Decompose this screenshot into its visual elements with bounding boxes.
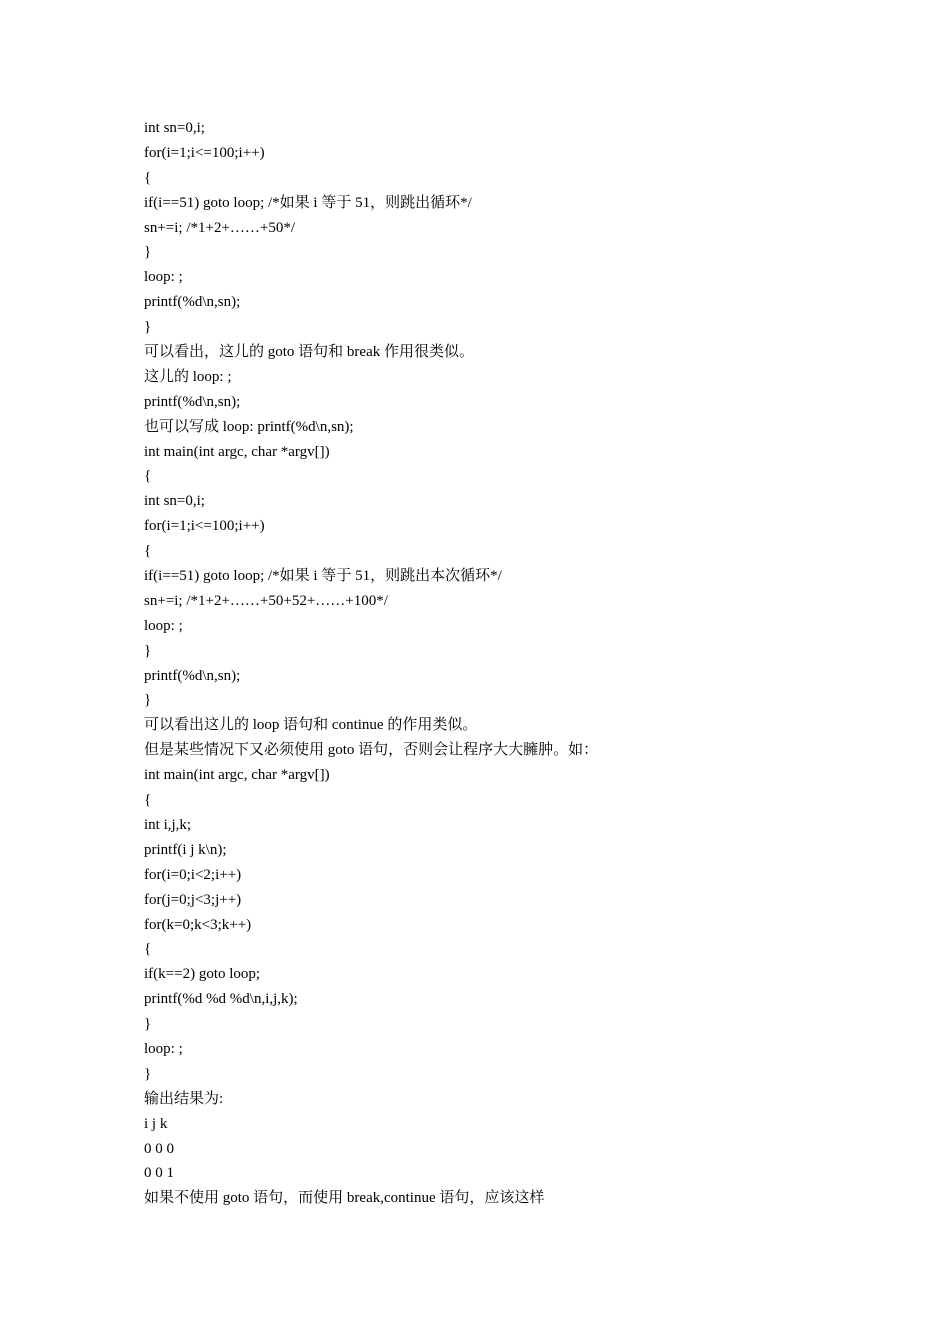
- text-line: {: [144, 169, 152, 186]
- text-line: }: [144, 692, 152, 709]
- text-line: loop: ;: [144, 1040, 183, 1057]
- text-line: printf(%d\n,sn);: [144, 667, 241, 684]
- document-body: [144, 116, 844, 1211]
- text-line: printf(%d %d %d\n,i,j,k);: [144, 991, 298, 1008]
- text-line: {: [144, 468, 152, 485]
- text-line: }: [144, 319, 152, 336]
- text-line: int sn=0,i;: [144, 120, 205, 136]
- text-line: {: [144, 543, 152, 560]
- text-line: }: [144, 1016, 152, 1033]
- text-line: 这儿的 loop: ;: [144, 368, 232, 385]
- text-line: sn+=i; /*1+2+……+50+52+……+100*/: [144, 592, 388, 609]
- text-line: }: [144, 1065, 152, 1082]
- text-line: 0 0 1: [144, 1165, 174, 1182]
- text-line: 输出结果为:: [144, 1090, 224, 1107]
- text-line: loop: ;: [144, 617, 183, 634]
- text-line: 可以看出这儿的 loop 语句和 continue 的作用类似。: [144, 717, 478, 734]
- text-line: }: [144, 244, 152, 261]
- text-line: int i,j,k;: [144, 816, 192, 833]
- text-line: sn+=i; /*1+2+……+50*/: [144, 219, 296, 236]
- text-line: if(i==51) goto loop; /*如果 i 等于 51，则跳出本次循环*/: [144, 568, 502, 585]
- text-line: {: [144, 792, 152, 809]
- text-line: printf(%d\n,sn);: [144, 393, 241, 410]
- text-line: printf(%d\n,sn);: [144, 294, 241, 311]
- text-line: int main(int argc, char *argv[]): [144, 767, 330, 784]
- text-line: int main(int argc, char *argv[]): [144, 443, 330, 460]
- text-line: int sn=0,i;: [144, 493, 205, 510]
- text-line: if(k==2) goto loop;: [144, 966, 261, 983]
- text-line: {: [144, 941, 152, 958]
- text-line: }: [144, 642, 152, 659]
- text-line: printf(i j k\n);: [144, 841, 227, 858]
- text-line: for(k=0;k<3;k++): [144, 916, 252, 933]
- text-line: loop: ;: [144, 269, 183, 286]
- text-line: for(i=1;i<=100;i++): [144, 144, 265, 161]
- text-line: i j k: [144, 1115, 168, 1132]
- text-line: 0 0 0: [144, 1140, 174, 1157]
- text-line: 可以看出，这儿的 goto 语句和 break 作用很类似。: [144, 344, 474, 361]
- text-line: if(i==51) goto loop; /*如果 i 等于 51，则跳出循环*/: [144, 194, 472, 211]
- text-line: 也可以写成 loop: printf(%d\n,sn);: [144, 418, 354, 435]
- text-line: 如果不使用 goto 语句，而使用 break,continue 语句，应该这样: [144, 1190, 545, 1207]
- text-line: for(j=0;j<3;j++): [144, 891, 242, 908]
- text-line: for(i=1;i<=100;i++): [144, 518, 265, 535]
- text-line: 但是某些情况下又必须使用 goto 语句，否则会让程序大大臃肿。如：: [144, 742, 599, 759]
- text-line: for(i=0;i<2;i++): [144, 866, 242, 883]
